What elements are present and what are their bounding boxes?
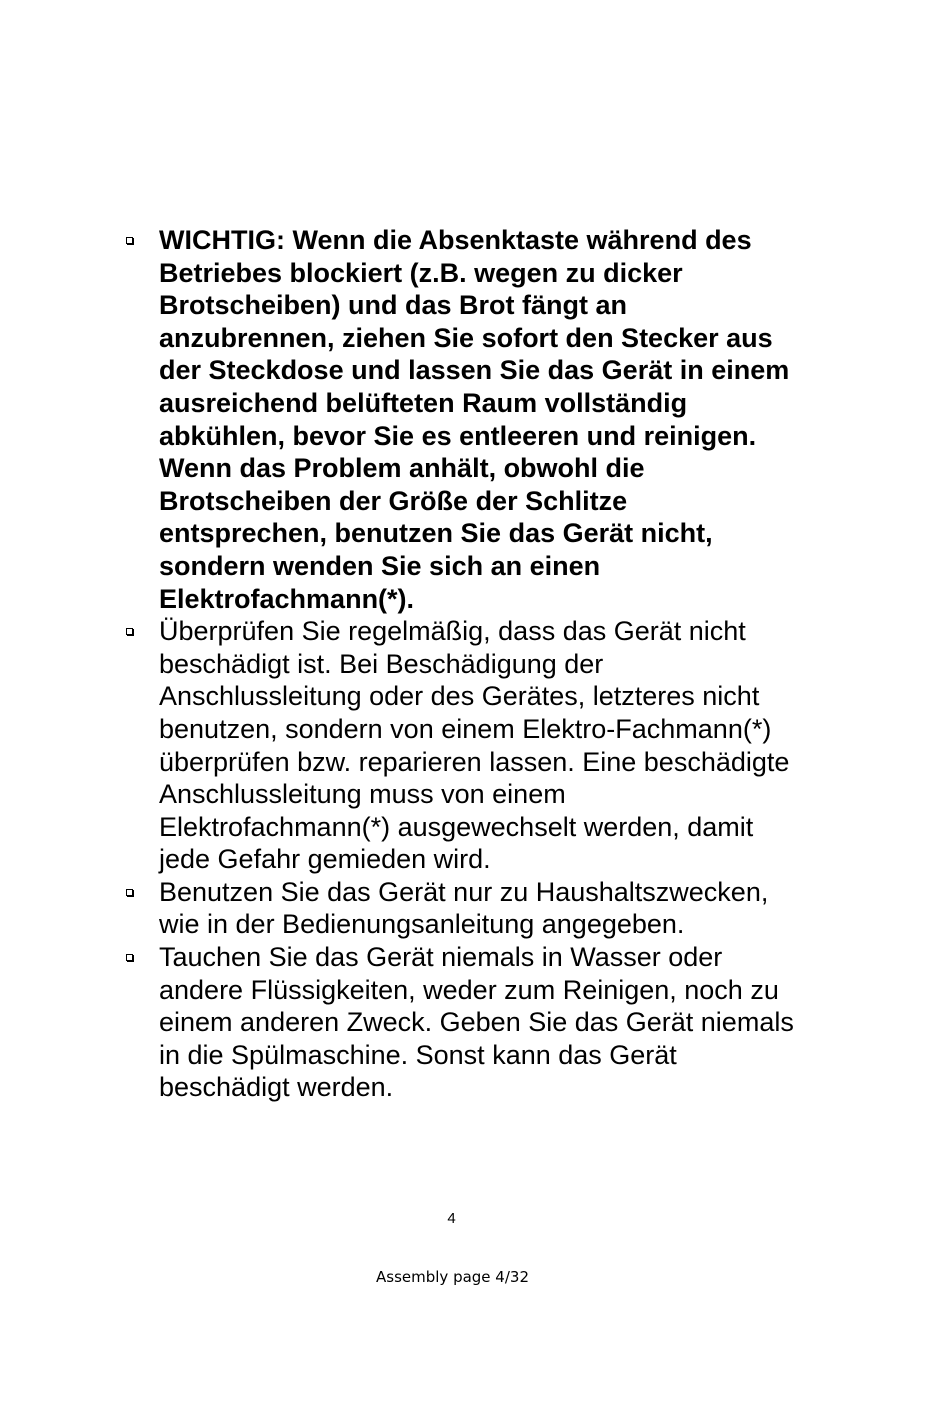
square-bullet-icon — [126, 628, 133, 635]
square-bullet-icon — [126, 237, 133, 244]
list-item-household-use — [122, 876, 802, 941]
list-item-text: Benutzen Sie das Gerät nur zu Haushaltszwecken, wie in der Bedienungsanleitung angegeben. — [159, 876, 769, 940]
square-bullet-icon — [126, 889, 133, 896]
square-bullet-icon — [126, 954, 133, 961]
page-number: 4 — [447, 1210, 456, 1227]
list-item-text: Überprüfen Sie regelmäßig, dass das Gerät nicht beschädigt ist. Bei Beschädigung der Anschlussleitung oder des Gerätes, letzteres nicht benutzen, sondern von einem Elektro-Fachmann(*) überprüfen bzw. reparieren lassen. Eine beschädigte Anschlussleitung muss von einem Elektrofachmann(*) ausgewechselt werden, damit jede Gefahr gemieden wird. — [159, 616, 790, 875]
list-item-no-water — [122, 941, 802, 1104]
list-item-text: WICHTIG: Wenn die Absenktaste während des Betriebes blockiert (z.B. wegen zu dicker Brotscheiben) und das Brot fängt an anzubrennen, ziehen Sie sofort den Stecker aus der Steckdose und lassen Sie das Gerät in einem ausreichend belüfteten Raum vollständig abkühlen, bevor Sie es entleeren und reinigen. Wenn das Problem anhält, obwohl die Brotscheiben der Größe der Schlitze entsprechen, benutzen Sie das Gerät nicht, sondern wenden Sie sich an einen Elektrofachmann(*). — [159, 225, 790, 614]
list-item-text: Tauchen Sie das Gerät niemals in Wasser oder andere Flüssigkeiten, weder zum Reinigen, noch zu einem anderen Zweck. Geben Sie das Gerät niemals in die Spülmaschine. Sonst kann das Gerät beschädigt werden. — [159, 942, 794, 1103]
list-item-warning-blocked-lever — [122, 224, 802, 615]
safety-instructions-list — [122, 224, 802, 1104]
list-item-check-damage — [122, 615, 802, 876]
assembly-page-footer: Assembly page 4/32 — [376, 1268, 529, 1286]
